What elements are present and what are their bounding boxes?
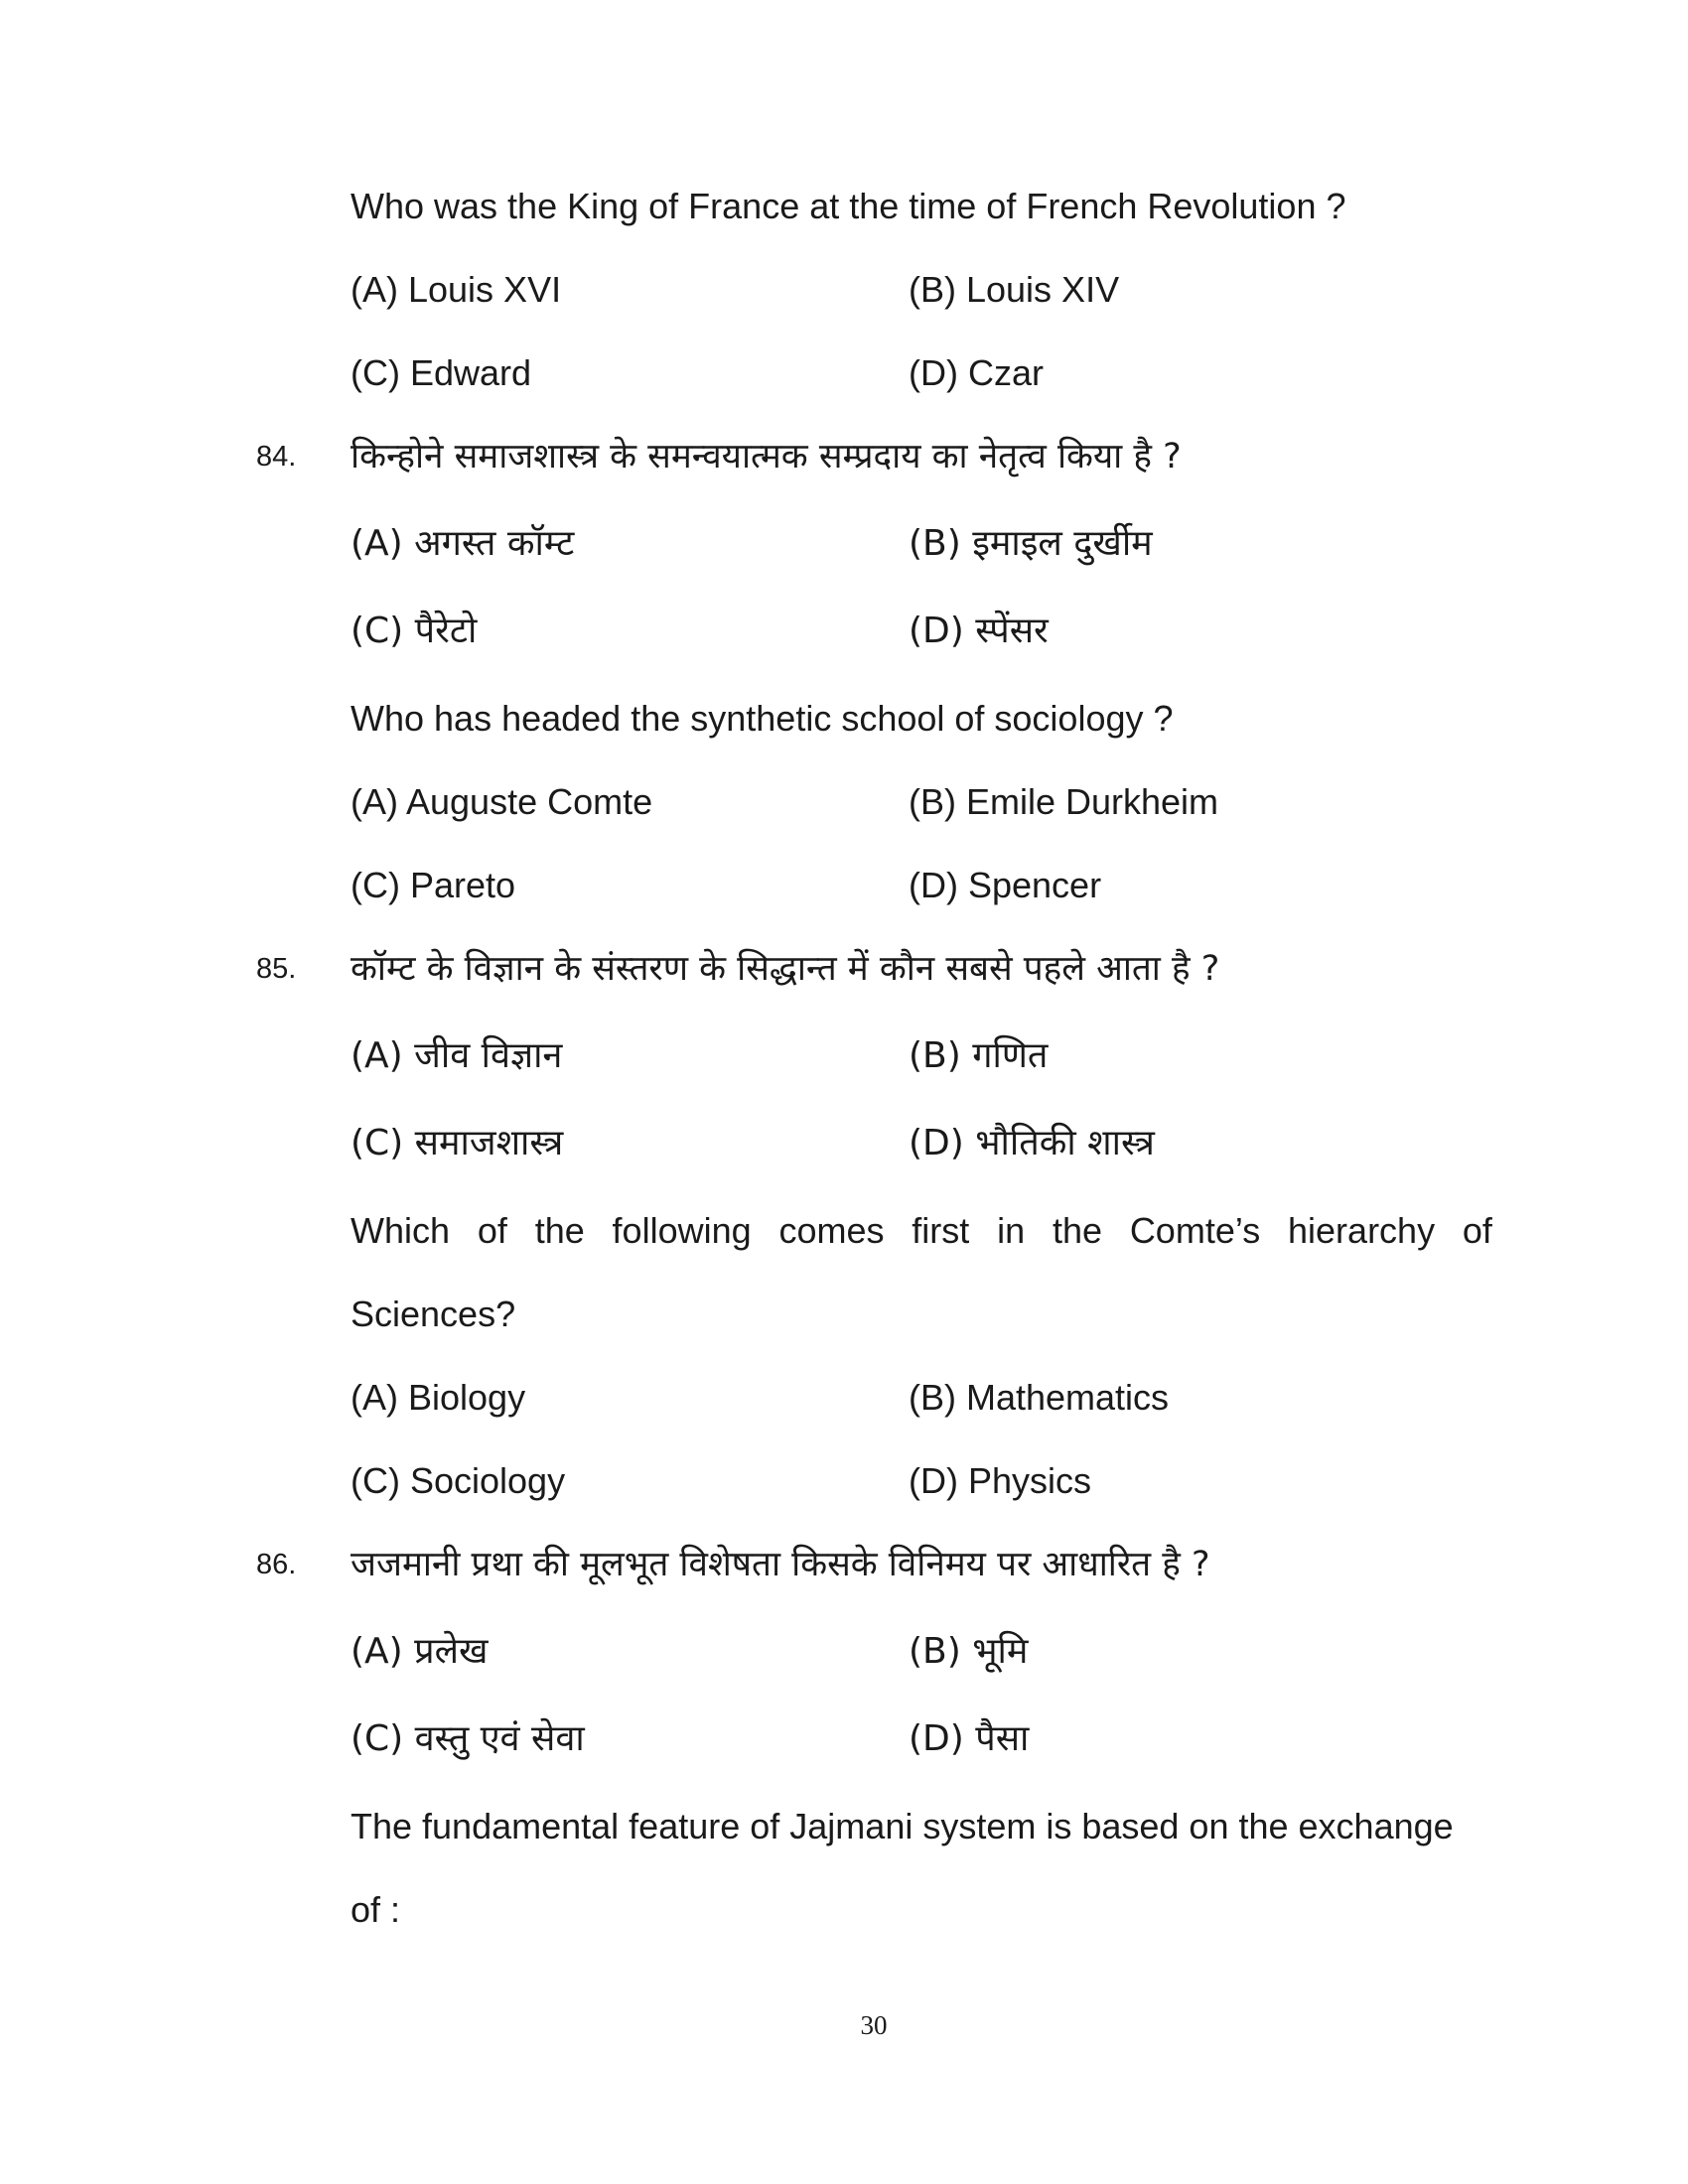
- word: comes: [778, 1210, 885, 1251]
- page-number: 30: [860, 2010, 888, 2040]
- question-86-english-line1: The fundamental feature of Jajmani system is based on the exchange: [351, 1806, 1454, 1846]
- q84-option-d: (D) Spencer: [909, 865, 1102, 905]
- q85-option-d-hindi: (D) भौतिकी शास्त्र: [909, 1123, 1155, 1163]
- q84-option-c-hindi: (C) पैरेटो: [351, 611, 478, 651]
- word: the: [534, 1210, 585, 1251]
- question-85-english-line2: Sciences?: [351, 1294, 516, 1334]
- q85-option-c: (C) Sociology: [351, 1460, 566, 1501]
- q84-option-c: (C) Pareto: [351, 865, 516, 905]
- question-85-hindi: कॉम्ट के विज्ञान के संस्तरण के सिद्धान्त में कौन सबसे पहले आता है ?: [351, 949, 1220, 989]
- question-84-number: 84.: [256, 441, 297, 473]
- q84-option-b: (B) Emile Durkheim: [909, 781, 1219, 822]
- q84-option-d-hindi: (D) स्पेंसर: [909, 611, 1049, 651]
- question-86-english-line2: of :: [351, 1889, 401, 1930]
- q85-option-b: (B) Mathematics: [909, 1377, 1170, 1418]
- question-84-english: Who has headed the synthetic school of sociology ?: [351, 698, 1174, 739]
- q85-option-d: (D) Physics: [909, 1460, 1092, 1501]
- q86-option-a-hindi: (A) प्रलेख: [351, 1631, 489, 1672]
- word: first: [912, 1210, 970, 1251]
- q83-option-a: (A) Louis XVI: [351, 269, 562, 310]
- question-86-hindi: जजमानी प्रथा की मूलभूत विशेषता किसके विनिमय पर आधारित है ?: [351, 1545, 1210, 1584]
- word: in: [997, 1210, 1026, 1251]
- word: the: [1052, 1210, 1102, 1251]
- question-83-english: Who was the King of France at the time of French Revolution ?: [351, 186, 1346, 226]
- q85-option-c-hindi: (C) समाजशास्त्र: [351, 1123, 564, 1163]
- q83-option-d: (D) Czar: [909, 352, 1044, 393]
- question-85-number: 85.: [256, 953, 297, 985]
- q85-option-a: (A) Biology: [351, 1377, 526, 1418]
- word: following: [612, 1210, 752, 1251]
- q86-option-b-hindi: (B) भूमि: [909, 1631, 1029, 1672]
- q86-option-c-hindi: (C) वस्तु एवं सेवा: [351, 1718, 585, 1759]
- q85-option-b-hindi: (B) गणित: [909, 1035, 1049, 1076]
- word: Comte’s: [1129, 1210, 1261, 1251]
- q83-option-b: (B) Louis XIV: [909, 269, 1120, 310]
- word: of: [477, 1210, 507, 1251]
- word: of: [1462, 1210, 1492, 1251]
- question-85-english-line1: [351, 1189, 1492, 1273]
- q86-option-d-hindi: (D) पैसा: [909, 1718, 1030, 1759]
- q84-option-b-hindi: (B) इमाइल दुर्खीम: [909, 523, 1153, 564]
- q84-option-a: (A) Auguste Comte: [351, 781, 653, 822]
- word: hierarchy: [1288, 1210, 1436, 1251]
- q85-option-a-hindi: (A) जीव विज्ञान: [351, 1035, 563, 1076]
- q84-option-a-hindi: (A) अगस्त कॉम्ट: [351, 523, 575, 564]
- word: Which: [351, 1210, 451, 1251]
- q83-option-c: (C) Edward: [351, 352, 532, 393]
- question-86-number: 86.: [256, 1549, 297, 1580]
- question-84-hindi: किन्होने समाजशास्त्र के समन्वयात्मक सम्प्रदाय का नेतृत्व किया है ?: [351, 437, 1182, 477]
